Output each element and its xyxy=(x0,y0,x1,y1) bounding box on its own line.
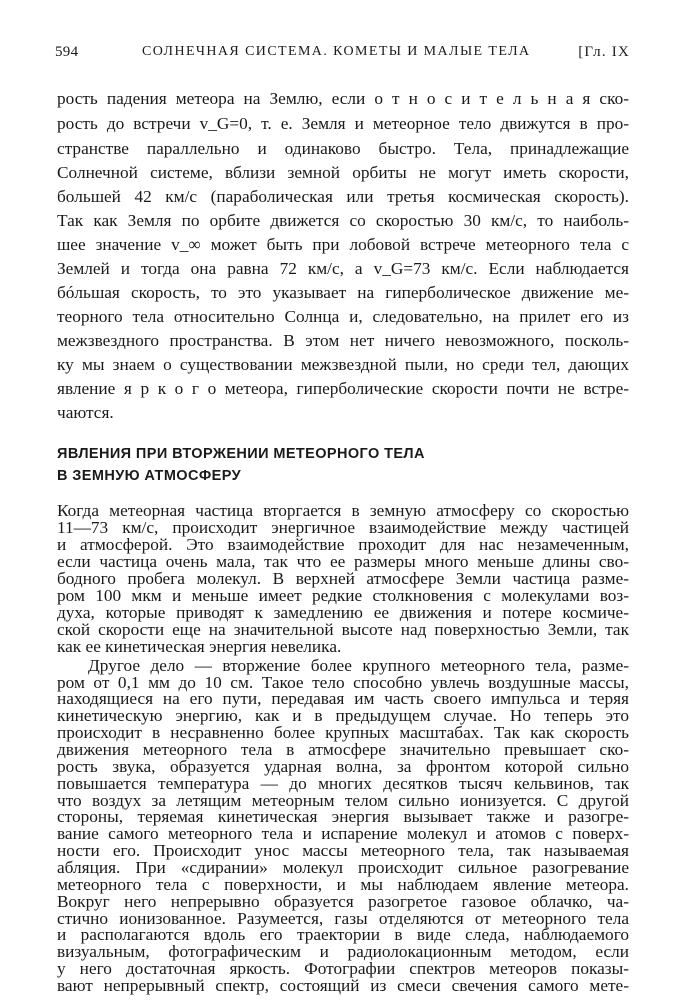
section-heading: ЯВЛЕНИЯ ПРИ ВТОРЖЕНИИ МЕТЕОРНОГО ТЕЛА xyxy=(57,446,425,462)
text-line: Вокруг него непрерывно образуется разогретое газовое облачко, ча- xyxy=(57,892,629,911)
text-line: рость звука, образуется ударная волна, за фронтом которой сильно xyxy=(57,757,629,776)
text-line: движения метеорного тела в атмосфере значительно превышает ско- xyxy=(57,740,629,759)
text-line: Так как Земля по орбите движется со скоростью 30 км/с, то наиболь- xyxy=(57,211,629,230)
text-line: рость до встречи v_G=0, т. е. Земля и метеорное тело движутся в про- xyxy=(57,114,629,133)
text-line: визуальным, фотографическим и радиолокационным методом, если xyxy=(57,942,629,961)
text-line: чаются. xyxy=(57,403,114,422)
chapter-label: [Гл. IX xyxy=(578,44,630,60)
text-line: у него достаточная яркость. Фотографии спектров метеоров показы- xyxy=(57,959,629,978)
text-line: как ее кинетическая энергия невелика. xyxy=(57,637,342,656)
text-line: кинетическую энергию, как и в предыдущем случае. Но теперь это xyxy=(57,706,629,725)
running-title: СОЛНЕЧНАЯ СИСТЕМА. КОМЕТЫ И МАЛЫЕ ТЕЛА xyxy=(142,44,531,59)
text-line: происходит в несравненно более крупных масштабах. Так как скорость xyxy=(57,723,629,742)
text-line: большей 42 км/с (параболическая или третья космическая скорость). xyxy=(57,187,629,206)
text-line: Землей и тогда она равна 72 км/с, а v_G=73 км/с. Если наблюдается xyxy=(57,259,629,278)
text-line: шее значение v_∞ может быть при лобовой встрече метеорного тела с xyxy=(57,235,629,254)
text-line: абляция. При «сдирании» молекул происходит сильное разогревание xyxy=(57,858,629,877)
running-header xyxy=(55,44,630,68)
text-line: Солнечной системе, вблизи земной орбиты не могут иметь скорости, xyxy=(57,163,629,182)
text-line: ром от 0,1 мм до 10 см. Такое тело способно увлечь воздушные массы, xyxy=(57,673,629,692)
text-line: межзвездного пространства. В этом нет ничего невозможного, посколь- xyxy=(57,331,629,350)
text-line: ром 100 мкм и меньше имеет редкие столкновения с молекулами воз- xyxy=(57,586,629,605)
text-line: Другое дело — вторжение более крупного метеорного тела, разме- xyxy=(88,656,629,675)
text-line: стично ионизованное. Разумеется, газы отделяются от метеорного тела xyxy=(57,909,629,928)
text-line: и атмосферой. Это взаимодействие проходит для нас незамеченным, xyxy=(57,535,629,554)
text-line: вание самого метеорного тела и испарение молекул и атомов с поверх- xyxy=(57,824,629,843)
section-heading: В ЗЕМНУЮ АТМОСФЕРУ xyxy=(57,468,241,484)
text-line: духа, которые приводят к замедлению ее движения и потере космиче- xyxy=(57,603,629,622)
page-number: 594 xyxy=(55,44,79,60)
text-line: метеорного тела с поверхности, и мы наблюдаем явление метеора. xyxy=(57,875,629,894)
text-line: бóльшая скорость, то это указывает на гиперболическое движение ме- xyxy=(57,283,629,302)
text-line: ской скорости еще на значительной высоте над поверхностью Земли, так xyxy=(57,620,629,639)
text-line: рость падения метеора на Землю, если о т н о с и т е л ь н а я ско- xyxy=(57,89,629,108)
text-line: ности его. Происходит унос массы метеорного тела, так называемая xyxy=(57,841,629,860)
text-line: 11—73 км/с, происходит энергичное взаимодействие между частицей xyxy=(57,518,629,537)
text-line: явление я р к о г о метеора, гиперболические скорости почти не встре- xyxy=(57,379,629,398)
text-line: Когда метеорная частица вторгается в земную атмосферу со скоростью xyxy=(57,501,629,520)
text-line: что воздух за летящим метеорным телом сильно ионизуется. С другой xyxy=(57,791,629,810)
text-line: теорного тела относительно Солнца и, следовательно, на прилет его из xyxy=(57,307,629,326)
text-line: находящиеся на его пути, передавая им часть своего импульса и теряя xyxy=(57,689,629,708)
text-line: бодного пробега молекул. В верхней атмосфере Земли частица разме- xyxy=(57,569,629,588)
text-line: повышается температура — до многих десятков тысяч кельвинов, так xyxy=(57,774,629,793)
text-line: если частица очень мала, так что ее размеры много меньше длины сво- xyxy=(57,552,629,571)
text-line: странстве параллельно и одинаково быстро. Тела, принадлежащие xyxy=(57,139,629,158)
text-line: вают непрерывный спектр, состоящий из смеси свечения самого мете- xyxy=(57,976,629,995)
text-line: и располагаются вдоль его траектории в виде следа, наблюдаемого xyxy=(57,925,629,944)
text-line: стороны, теряемая кинетическая энергия вызывает также и разогре- xyxy=(57,807,629,826)
text-line: ку мы знаем о существовании межзвездной пыли, но среди тел, дающих xyxy=(57,355,629,374)
